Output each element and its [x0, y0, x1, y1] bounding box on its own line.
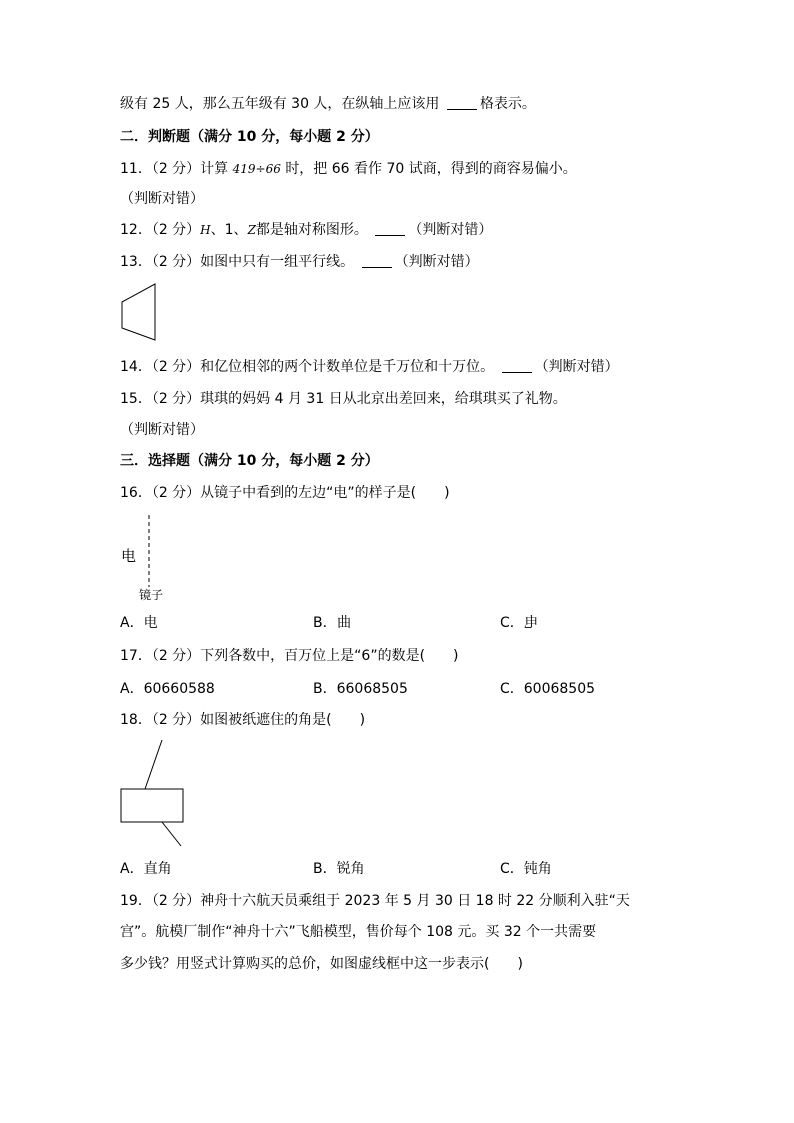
- question-11-judge: （判断对错）: [120, 191, 204, 207]
- division-expression: 419÷66: [232, 162, 281, 176]
- question-16: 16．（2 分）从镜子中看到的左边“电”的样子是( ): [120, 485, 450, 501]
- q17-option-a[interactable]: A．60660588: [120, 681, 215, 697]
- mirrored-glyph-c: 电: [523, 615, 538, 631]
- q16-option-b[interactable]: B．曲: [313, 615, 351, 631]
- q18-option-b[interactable]: B．锐角: [313, 861, 365, 877]
- q17-option-b[interactable]: B．66068505: [313, 681, 408, 697]
- question-19-line-3: 多少钱？用竖式计算购买的总价，如图虚线框中这一步表示( ): [120, 956, 523, 972]
- question-19-line-2: 宫”。航模厂制作“神舟十六”飞船模型，售价每个 108 元。买 32 个一共需要: [120, 924, 597, 940]
- question-17: 17．（2 分）下列各数中，百万位上是“6”的数是( ): [120, 648, 459, 664]
- question-12: 12．（2 分）H、1、Z都是轴对称图形。 （判断对错）: [120, 222, 493, 238]
- answer-blank[interactable]: [362, 253, 392, 268]
- q18-option-c[interactable]: C．钝角: [500, 861, 552, 877]
- trapezoid-figure: [118, 282, 162, 344]
- q16-option-a[interactable]: A．电: [120, 615, 158, 631]
- answer-blank[interactable]: [375, 221, 405, 236]
- question-11: 11．（2 分）计算 419÷66 时，把 66 看作 70 试商，得到的商容易偏小。: [120, 161, 577, 177]
- mirror-label: 镜子: [139, 588, 164, 602]
- question-18: 18．（2 分）如图被纸遮住的角是( ): [120, 712, 366, 728]
- question-13: 13．（2 分）如图中只有一组平行线。 （判断对错）: [120, 254, 479, 270]
- q18-option-a[interactable]: A．直角: [120, 861, 172, 877]
- answer-blank[interactable]: [502, 358, 532, 373]
- mirrored-glyph-b: 曲: [336, 615, 351, 631]
- mirror-figure-char: 电: [121, 547, 137, 565]
- question-15: 15．（2 分）琪琪的妈妈 4 月 31 日从北京出差回来，给琪琪买了礼物。: [120, 391, 567, 407]
- answer-blank[interactable]: [447, 95, 477, 110]
- question-14: 14．（2 分）和亿位相邻的两个计数单位是千万位和十万位。 （判断对错）: [120, 359, 619, 375]
- section-3-heading: 三．选择题（满分 10 分，每小题 2 分）: [120, 453, 379, 469]
- question-19-line-1: 19．（2 分）神舟十六航天员乘组于 2023 年 5 月 30 日 18 时 22 分顺利入驻“天: [120, 893, 630, 909]
- covered-angle-figure: [118, 738, 188, 850]
- question-10-tail: 级有 25 人，那么五年级有 30 人，在纵轴上应该用 格表示。: [120, 96, 536, 112]
- mirror-dashed-line: [146, 515, 152, 587]
- q16-option-c[interactable]: C．电: [500, 615, 538, 631]
- section-2-heading: 二．判断题（满分 10 分，每小题 2 分）: [120, 129, 379, 145]
- question-15-judge: （判断对错）: [120, 422, 204, 438]
- q17-option-c[interactable]: C．60068505: [500, 681, 596, 697]
